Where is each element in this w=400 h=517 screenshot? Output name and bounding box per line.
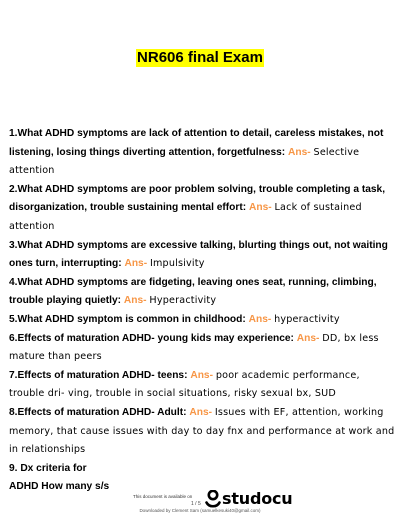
question-text: 4.What ADHD symptoms are fidgeting, leaving ones seat, running, climbing, trouble playing quietly: [9,276,377,307]
answer-text: Issues with EF, attention, working memory, that cause issues with day to day fnx and performance at work and in relationships [9,406,395,456]
question-text: 3.What ADHD symptoms are excessive talking, blurting things out, not waiting ones turn, interrupting: [9,239,388,270]
question-text: 8.Effects of maturation ADHD- Adult: [9,406,187,418]
question-item [9,237,395,274]
question-text: 1.What ADHD symptoms are lack of attention to detail, careless mistakes, not listening, losing things diverting attention, forgetfulness: [9,128,384,158]
question-item [9,125,395,181]
question-text: 5.What ADHD symptom is common in childhood: [9,313,246,325]
studocu-logo-text: studocu [222,489,293,508]
title-wrap [0,49,400,67]
download-notice: Downloaded by Clement Sam (samuelkesuki40@gmail.com) [139,508,261,513]
page-title: NR606 final Exam [137,49,263,66]
answer-text: poor academic performance, trouble dri- ving, trouble in social situations, risky sexual bx, SUD [9,369,360,400]
question-item-partial: 9. Dx criteria for [9,462,87,474]
answer-label: Ans- [123,295,147,307]
question-item [9,274,395,311]
answer-label: Ans- [190,369,213,381]
availability-notice: This document is available on [133,494,193,499]
answer-label: Ans- [248,313,272,325]
answer-text: DD, bx less mature than peers [9,332,379,363]
question-item [9,311,395,330]
footer [0,489,400,517]
question-text: 6.Effects of maturation ADHD- young kids may experience: [9,332,294,344]
answer-label: Ans- [189,406,213,418]
answer-label: Ans- [288,146,311,158]
studocu-logo-icon [205,490,221,508]
question-item [9,181,395,237]
question-item [9,367,395,404]
question-text: 2.What ADHD symptoms are poor problem solving, trouble completing a task, disorganization, trouble sustaining mental effort: [9,183,386,214]
question-list [9,125,395,497]
answer-text: hyperactivity [274,313,340,325]
answer-label: Ans- [296,332,320,344]
question-item [9,330,395,367]
answer-text: Impulsivity [149,258,205,270]
question-text: 7.Effects of maturation ADHD- teens: [9,369,188,381]
question-item [9,404,395,460]
answer-label: Ans- [124,258,148,270]
answer-text: Lack of sustained attention [9,202,362,232]
question-item-partial: ADHD How many s/s [9,481,110,493]
answer-text: Hyperactivity [149,295,217,307]
answer-text: Selective attention [9,146,360,177]
answer-label: Ans- [249,202,272,214]
studocu-logo[interactable] [205,489,292,508]
page-number: 1 / 5 [191,501,201,507]
